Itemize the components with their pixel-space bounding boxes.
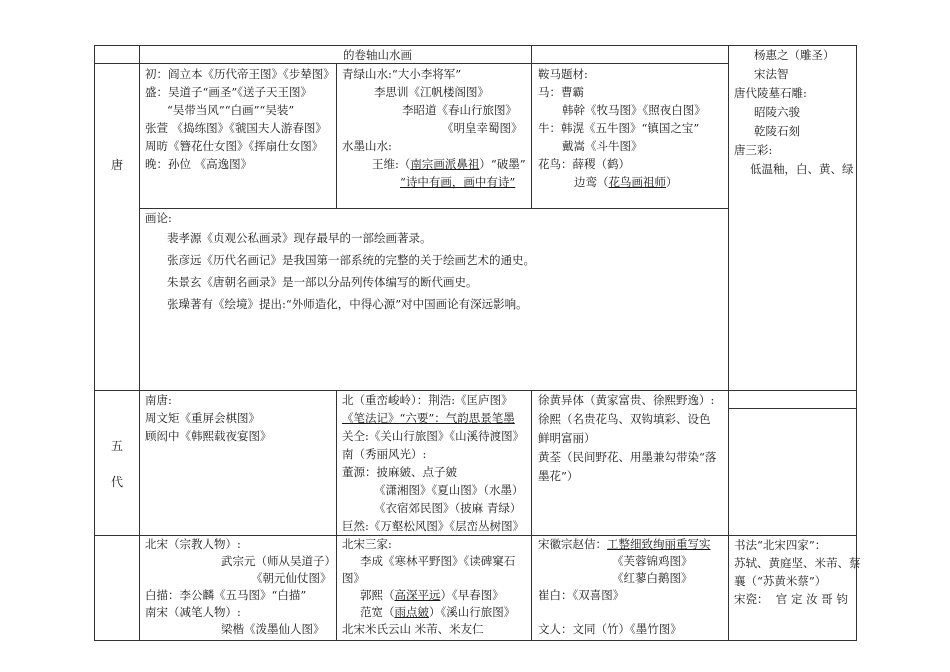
song-birds-line: 《芙蓉锦鸡图》 xyxy=(612,554,693,568)
tang-landscape-line: 李思训《江帆楼阁图》 xyxy=(374,85,489,99)
fankuan-line: 范宽（雨点皴）《溪山行旅图》 xyxy=(360,605,516,619)
tang-landscape-cell xyxy=(342,65,526,191)
tang-landscape-line: 李昭道《春山行旅图》 xyxy=(402,103,517,117)
rule-col3-bottom xyxy=(531,390,532,640)
tang-birds-line: 马：曹霸 xyxy=(538,85,584,99)
wudai-figure-line: 周文矩《重屏会棋图》 xyxy=(145,411,260,425)
tang-figure-line: 晚：孙位 《高逸图》 xyxy=(145,157,253,171)
wudai-birds-line: 徐熙（名贵花鸟、双钩填彩、设色 xyxy=(538,412,711,426)
song-figure-painting-cell xyxy=(145,536,336,638)
song-figure-line: 南宋（减笔人物）: xyxy=(145,605,241,619)
tang-figure-painting-cell xyxy=(145,65,335,173)
rule-col1 xyxy=(139,45,140,641)
sculpture-line: 杨惠之（雕圣） xyxy=(754,48,835,62)
song-right-line: 宋瓷： 官 定 汝 哥 钧 xyxy=(734,592,848,606)
dynasty-label-wudai: 五 代 xyxy=(110,439,123,489)
song-figure-line: 白描：李公麟《五马图》“白描” xyxy=(145,588,307,602)
sculpture-line: 昭陵六骏 xyxy=(754,105,800,119)
tang-figure-line: “吴带当风”“白画”“吴装” xyxy=(167,103,295,117)
tang-figure-line: 周昉《簪花仕女图》《挥扇仕女图》 xyxy=(145,139,324,153)
wudai-landscape-line: 董源：披麻皴、点子皴 xyxy=(342,465,457,479)
tang-landscape-line: 《明皇幸蜀图》 xyxy=(442,121,523,135)
wangwei-line: 王维:（南宗画派鼻祖）“破墨” xyxy=(372,157,526,171)
song-landscape-line: 李成《寒林平野图》《读碑窠石 xyxy=(360,554,516,568)
wudai-birds-line: 墨花”） xyxy=(538,469,579,483)
tang-birds-line: 牛：韩滉《五牛图》“镇国之宝” xyxy=(538,121,700,135)
theory-line: 裴孝源《贞观公私画录》现存最早的一部绘画著录。 xyxy=(167,231,432,245)
song-right-line: 书法“北宋四家”： xyxy=(734,538,827,552)
song-landscape-cell xyxy=(342,536,515,638)
song-literati-line: 文人：文同（竹）《墨竹图》 xyxy=(538,622,682,636)
rule-col4 xyxy=(728,45,729,641)
song-right-line: 襄（“苏黄米蔡”） xyxy=(734,574,827,588)
tang-bird-flower-cell xyxy=(538,65,706,191)
theory-line: 朱景玄《唐朝名画录》是一部以分品列传体编写的断代画史。 xyxy=(167,275,478,289)
wudai-landscape-line: 关仝:《关山行旅图》《山溪待渡图》 xyxy=(342,429,525,443)
wudai-landscape-line: 巨然:《万壑松风图》《层峦丛树图》 xyxy=(342,519,525,533)
wudai-birds-line: 鲜明富丽） xyxy=(538,431,596,445)
song-figure-line: 《朝元仙仗图》 xyxy=(251,571,332,585)
wudai-landscape-cell xyxy=(342,391,524,535)
six-essentials-line: 《笔法记》“六要”：气韵思景笔墨 xyxy=(342,411,515,425)
tang-birds-line: 戴嵩《斗牛图》 xyxy=(562,139,643,153)
rule-bottom xyxy=(94,640,856,641)
wudai-birds-line: 黄荃（民间野花、用墨兼勾带染“落 xyxy=(538,450,717,464)
top-row-landscape-text: 的卷轴山水画 xyxy=(343,48,412,62)
wudai-landscape-line: 《衣宿郊民图》（披麻 青绿） xyxy=(374,501,522,515)
wudai-landscape-line: 《潇湘图》《夏山图》（水墨） xyxy=(374,483,524,497)
theory-line: 张璪著有《绘境》提出:“外师造化，中得心源”对中国画论有深远影响。 xyxy=(167,297,528,311)
song-figure-line: 北宋（宗教人物）: xyxy=(145,537,241,551)
rule-wudai-right xyxy=(728,408,856,409)
sculpture-line: 乾陵石刻 xyxy=(754,124,800,138)
sculpture-line: 低温釉，白、黄、绿 xyxy=(750,162,854,176)
rule-left xyxy=(94,45,95,641)
rule-col2-bottom xyxy=(336,390,337,640)
sculpture-line: 唐代陵墓石雕: xyxy=(734,86,807,100)
wudai-bird-flower-cell xyxy=(538,391,716,486)
tang-birds-line: 韩幹《牧马图》《照夜白图》 xyxy=(562,103,706,117)
song-bird-flower-cell xyxy=(538,536,711,638)
wudai-landscape-line: 北（重峦峻岭）：荆浩:《匡庐图》 xyxy=(342,393,513,407)
tang-figure-line: 盛：吴道子“画圣”《送子天王图》 xyxy=(145,85,313,99)
tang-theory-cell xyxy=(145,208,535,316)
song-landscape-line: 北宋米氏云山 米芾、米友仁 xyxy=(342,622,484,636)
dynasty-label-tang: 唐 xyxy=(110,158,123,172)
tang-figure-line: 初：阎立本《历代帝王图》《步辇图》 xyxy=(145,67,335,81)
sculpture-ceramics-cell xyxy=(734,46,854,179)
guoxi-line: 郭熙（高深平远）《早春图》 xyxy=(360,588,504,602)
song-figure-line: 梁楷《泼墨仙人图》 xyxy=(221,622,325,636)
song-birds-line: 《红蓼白鹅图》 xyxy=(612,571,693,585)
southern-school-founder: 南宗画派鼻祖 xyxy=(410,157,480,171)
tang-figure-line: 张萱 《捣练图》《虢国夫人游春图》 xyxy=(145,121,327,135)
wudai-landscape-line: 南（秀丽风光）: xyxy=(342,447,427,461)
theory-line: 张彦远《历代名画记》是我国第一部系统的完整的关于绘画艺术的通史。 xyxy=(167,253,535,267)
wudai-birds-line: 徐黄异体（黄家富贵、徐熙野逸）: xyxy=(538,393,715,407)
song-landscape-line: 北宋三家: xyxy=(342,537,392,551)
rule-col3-upper xyxy=(531,45,532,208)
wudai-figure-painting-cell xyxy=(145,391,272,445)
wudai-figure-line: 南唐: xyxy=(145,393,172,407)
wangwei-poetry-line: “诗中有画，画中有诗” xyxy=(400,175,516,189)
song-right-line: 苏轼、黄庭坚、米芾、蔡 xyxy=(734,556,861,570)
theory-heading: 画论: xyxy=(145,211,172,225)
tang-birds-line: 鞍马题材: xyxy=(538,67,588,81)
song-landscape-line: 图》 xyxy=(342,571,365,585)
sculpture-line: 宋法智 xyxy=(754,67,789,81)
song-calligraphy-ceramics-cell xyxy=(734,536,861,608)
rule-col2-top xyxy=(336,63,337,208)
song-figure-line: 武宗元（师从吴道子） xyxy=(221,554,336,568)
huizong-line: 宋徽宗赵佶：工整细致绚丽重写实 xyxy=(538,537,711,551)
song-birds-line: 崔白：《双喜图》 xyxy=(538,588,625,602)
bianluan-line: 边鸾（花鸟画祖师） xyxy=(574,175,678,189)
tang-landscape-line: 水墨山水: xyxy=(342,139,392,153)
sculpture-line: 唐三彩: xyxy=(734,143,773,157)
tang-landscape-line: 青绿山水:“大小李将军” xyxy=(342,67,462,81)
tang-birds-line: 花鸟：薛稷（鹤） xyxy=(538,157,630,171)
wudai-figure-line: 顾闳中《韩熙载夜宴图》 xyxy=(145,429,272,443)
